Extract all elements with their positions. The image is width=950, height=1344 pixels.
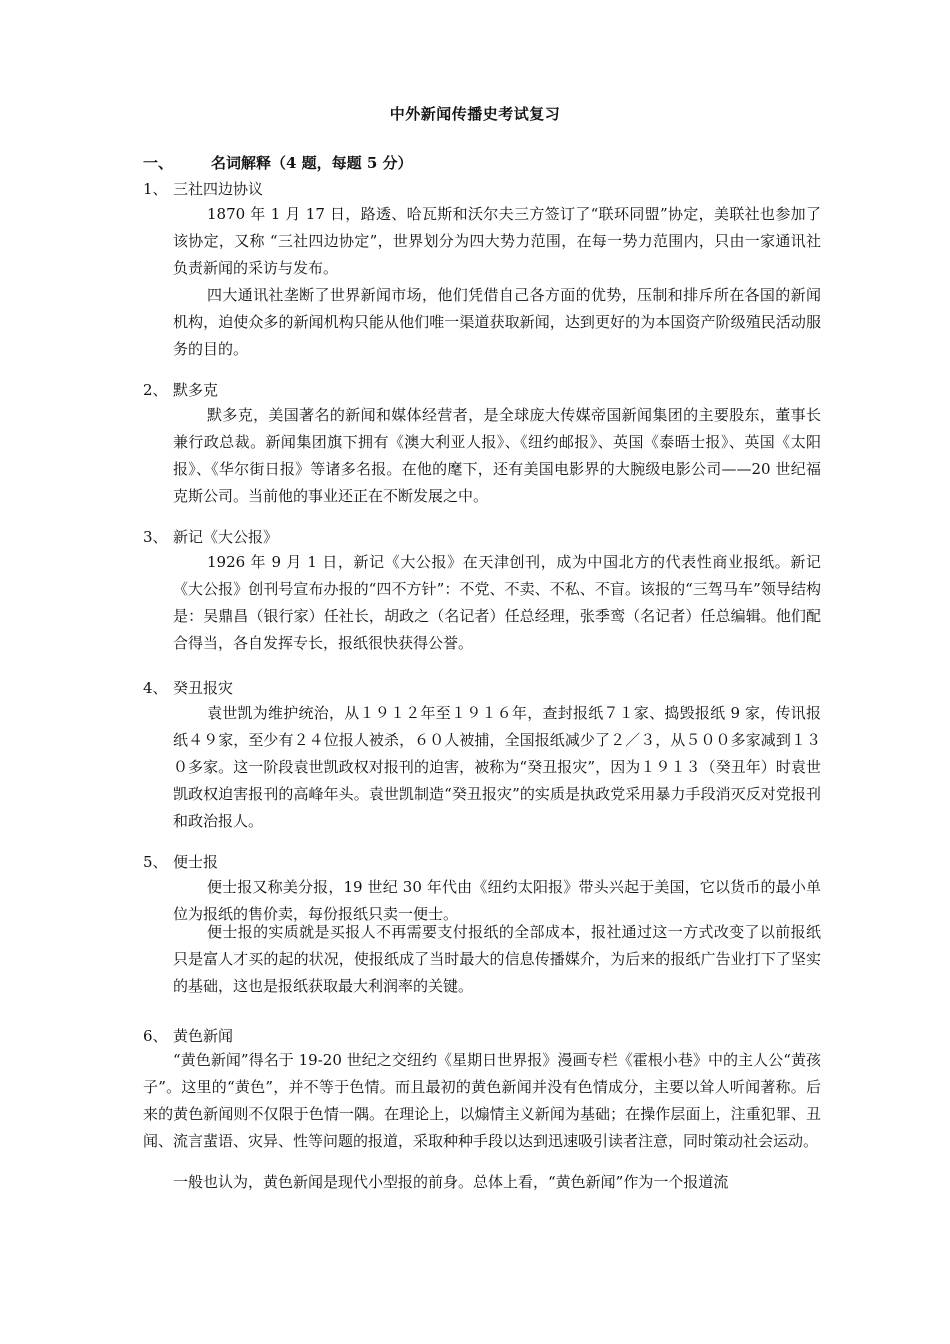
section-heading-text: 名词解释（4 题，每题 5 分）	[211, 154, 413, 172]
term-heading-3	[143, 526, 278, 547]
term-number: 6、	[143, 1027, 168, 1045]
term-name: 默多克	[173, 381, 219, 399]
term-number: 2、	[143, 381, 168, 399]
term-1-paragraph-2: 四大通讯社垄断了世界新闻市场，他们凭借自己各方面的优势，压制和排斥所在各国的新闻机构，迫使众多的新闻机构只能从他们唯一渠道获取新闻，达到更好的为本国资产阶级殖民活动服务的目的。	[173, 286, 821, 358]
term-name: 癸丑报灾	[173, 679, 234, 697]
term-2-paragraph-1: 默多克，美国著名的新闻和媒体经营者，是全球庞大传媒帝国新闻集团的主要股东，董事长兼行政总裁。新闻集团旗下拥有《澳大利亚人报》、《纽约邮报》、英国《泰晤士报》、英国《太阳报》、《华尔街日报》等诸多名报。在他的麾下，还有美国电影界的大腕级电影公司——20 世纪福克斯公司。当前他的事业还正在不断发展之中。	[173, 406, 821, 505]
document-title: 中外新闻传播史考试复习	[389, 105, 561, 123]
term-name: 新记《大公报》	[173, 528, 279, 546]
term-1-paragraph-1: 1870 年 1 月 17 日，路透、哈瓦斯和沃尔夫三方签订了“联环同盟”协定，美联社也参加了该协定，又称 “三社四边协定”，世界划分为四大势力范围，在每一势力范围内，只由一家通讯社负责新闻的采访与发布。	[173, 205, 821, 277]
term-heading-5	[143, 851, 218, 872]
term-6-paragraph-1: “黄色新闻”得名于 19-20 世纪之交纽约《星期日世界报》漫画专栏《霍根小巷》中的主人公“黄孩子”。这里的“黄色”，并不等于色情。而且最初的黄色新闻并没有色情成分，主要以耸人听闻著称。后来的黄色新闻则不仅限于色情一隅。在理论上，以煽情主义新闻为基础；在操作层面上，注重犯罪、丑闻、流言蜚语、灾异、性等问题的报道，采取种种手段以达到迅速吸引读者注意，同时策动社会运动。	[143, 1051, 821, 1150]
term-name: 三社四边协议	[173, 180, 264, 198]
term-number: 4、	[143, 679, 168, 697]
term-heading-4	[143, 677, 233, 698]
term-number: 5、	[143, 853, 168, 871]
term-heading-6	[143, 1025, 233, 1046]
term-number: 3、	[143, 528, 168, 546]
term-3-paragraph-1: 1926 年 9 月 1 日，新记《大公报》在天津创刊，成为中国北方的代表性商业报纸。新记《大公报》创刊号宣布办报的“四不方针”：不党、不卖、不私、不盲。该报的“三驾马车”领导结构是：吴鼎昌（银行家）任社长，胡政之（名记者）任总经理，张季鸾（名记者）任总编辑。他们配合得当，各自发挥专长，报纸很快获得公誉。	[173, 553, 821, 652]
term-5-paragraph-2: 便士报的实质就是买报人不再需要支付报纸的全部成本，报社通过这一方式改变了以前报纸只是富人才买的起的状况，使报纸成了当时最大的信息传播媒介，为后来的报纸广告业打下了坚实的基础，这也是报纸获取最大利润率的关键。	[173, 923, 821, 995]
term-name: 便士报	[173, 853, 219, 871]
section-number: 一、	[143, 154, 174, 172]
term-name: 黄色新闻	[173, 1027, 234, 1045]
section-heading	[143, 152, 413, 173]
term-4-paragraph-1: 袁世凯为维护统治，从１９１２年至１９１６年，查封报纸７１家、捣毁报纸 9 家，传讯报纸４９家，至少有２４位报人被杀，６０人被捕，全国报纸减少了２／３，从５００多家减到１３０多家。这一阶段袁世凯政权对报刊的迫害，被称为“癸丑报灾”，因为１９１３（癸丑年）时袁世凯政权迫害报刊的高峰年头。袁世凯制造“癸丑报灾”的实质是执政党采用暴力手段消灭反对党报刊和政治报人。	[173, 704, 821, 830]
term-number: 1、	[143, 180, 168, 198]
term-5-paragraph-1: 便士报又称美分报，19 世纪 30 年代由《纽约太阳报》带头兴起于美国，它以货币的最小单位为报纸的售价卖，每份报纸只卖一便士。	[173, 878, 821, 923]
term-heading-2	[143, 379, 218, 400]
term-6-paragraph-2: 一般也认为，黄色新闻是现代小型报的前身。总体上看，“黄色新闻”作为一个报道流	[173, 1173, 729, 1191]
term-heading-1	[143, 178, 263, 199]
